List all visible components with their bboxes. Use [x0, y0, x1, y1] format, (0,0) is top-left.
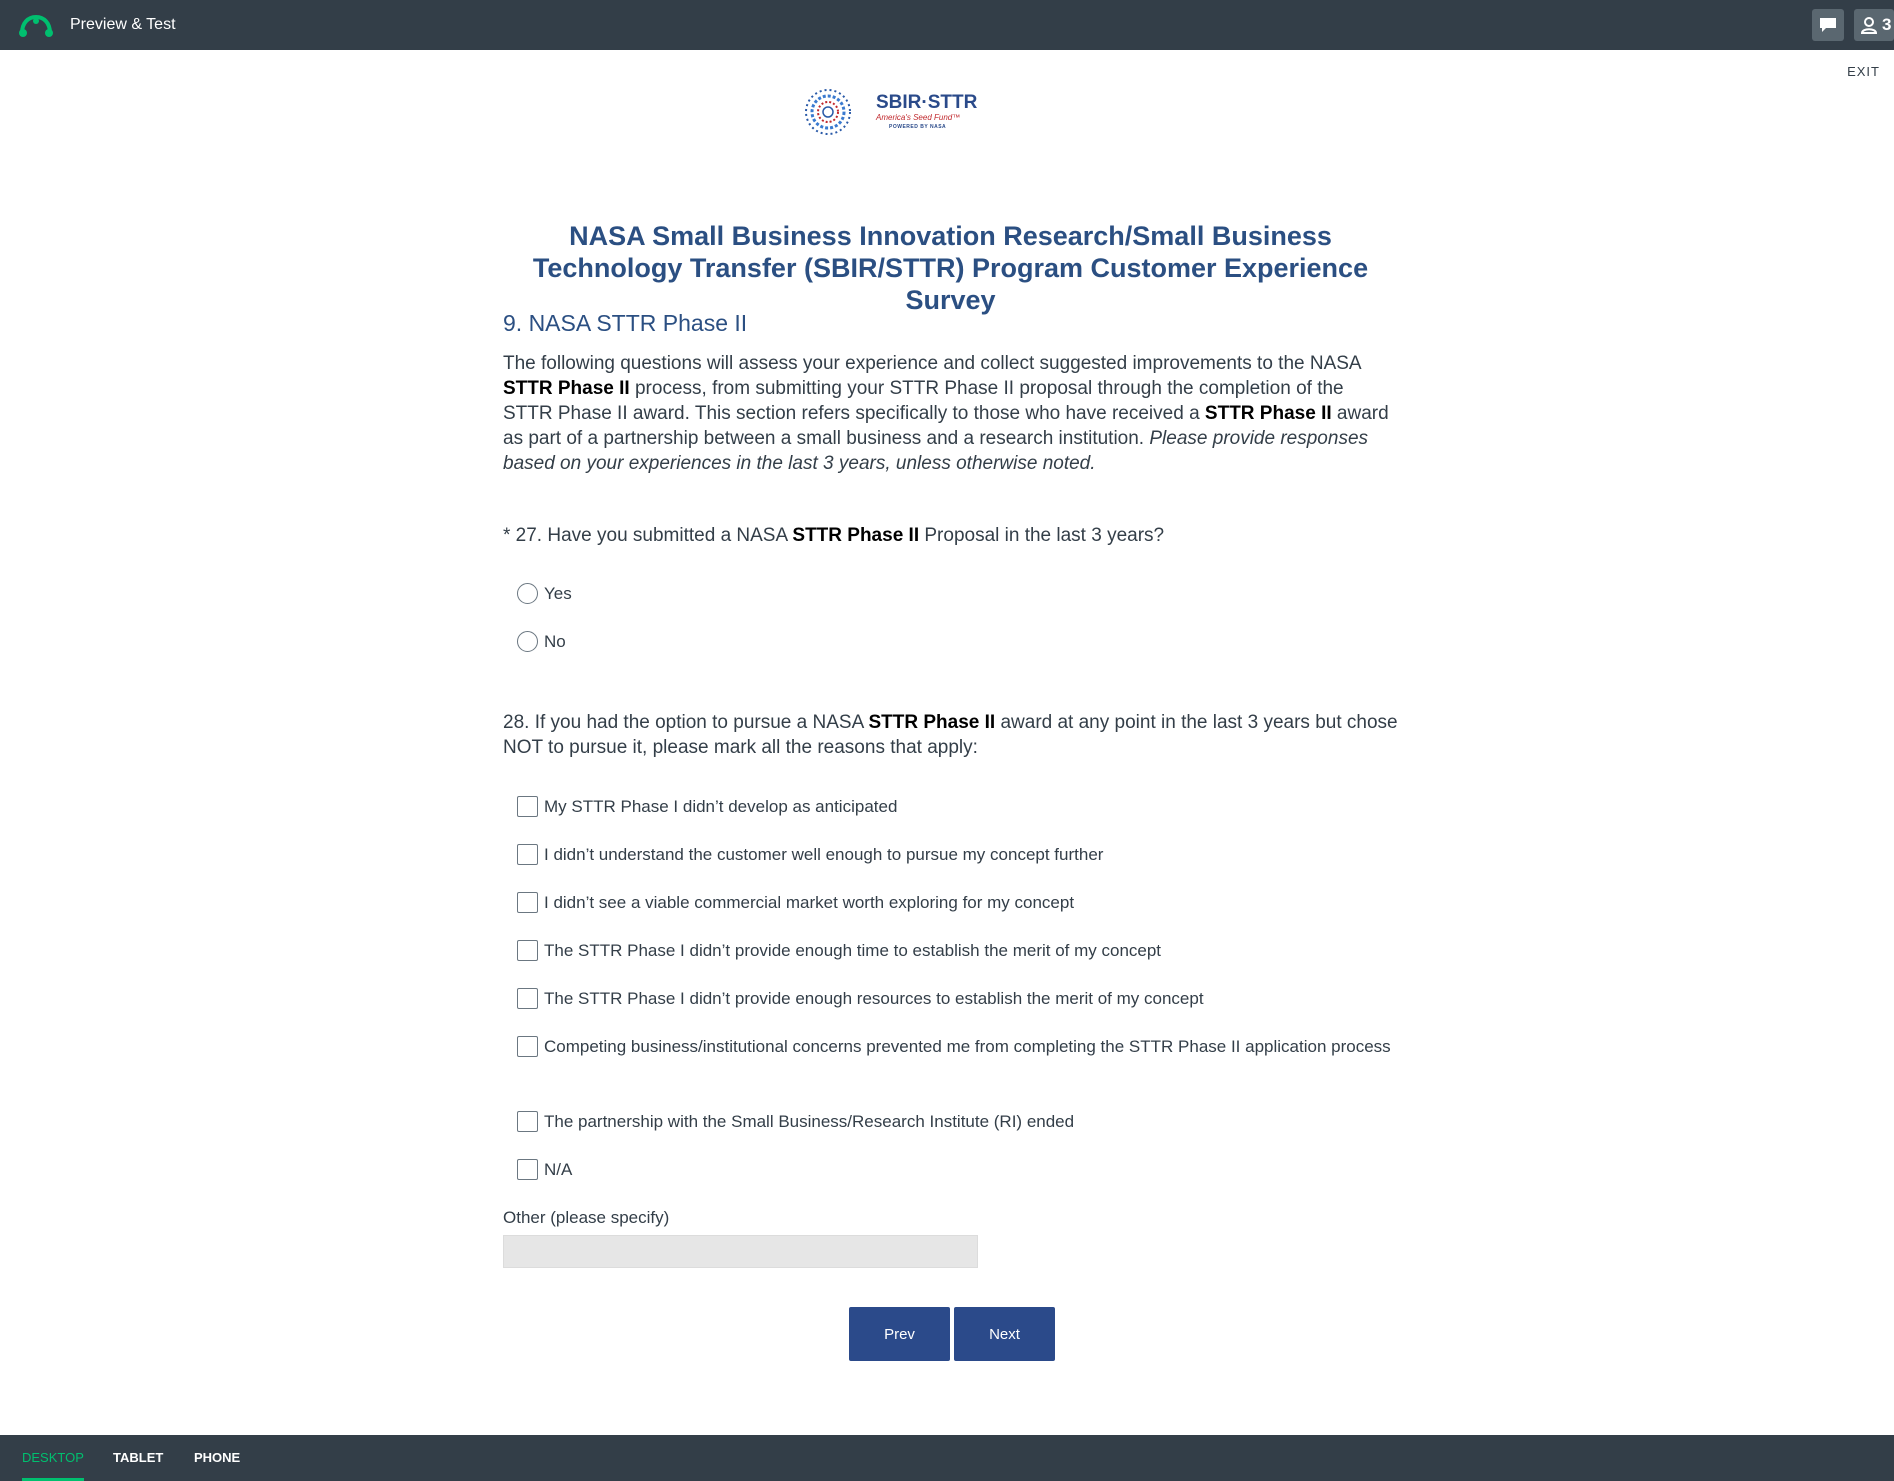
checkbox[interactable]: [517, 892, 538, 913]
q28-option-5[interactable]: [517, 988, 1397, 1012]
survey-title: NASA Small Business Innovation Research/Small Business Technology Transfer (SBIR/STTR) Program Customer Experience Survey: [532, 221, 1369, 315]
logo-title: SBIR·STTR: [876, 92, 978, 113]
page-description: [503, 351, 1398, 476]
question-27-title: [503, 523, 1398, 548]
next-button[interactable]: Next: [954, 1307, 1055, 1361]
page-desc-bold-2: STTR Phase II: [1204, 403, 1332, 424]
q28-option-7[interactable]: [517, 1111, 1397, 1135]
option-label: The partnership with the Small Business/Research Institute (RI) ended: [544, 1112, 1075, 1131]
q27-option-yes[interactable]: [517, 583, 1397, 607]
option-label: N/A: [544, 1160, 573, 1179]
tab-tablet[interactable]: TABLET: [113, 1450, 164, 1465]
prev-button[interactable]: Prev: [849, 1307, 950, 1361]
topbar-title: Preview & Test: [70, 16, 176, 33]
q28-option-1[interactable]: [517, 796, 1397, 820]
comment-icon: [1818, 16, 1838, 34]
page-desc-text-3: award as part of a partnership between a small business and a research institution.: [503, 403, 1389, 449]
tab-phone[interactable]: PHONE: [194, 1450, 241, 1465]
user-icon: [1860, 16, 1878, 34]
checkbox[interactable]: [517, 1159, 538, 1180]
checkbox[interactable]: [517, 796, 538, 817]
radio-button[interactable]: [517, 583, 538, 604]
q28-option-6[interactable]: [517, 1036, 1397, 1060]
checkbox[interactable]: [517, 1036, 538, 1057]
page-title: 9. NASA STTR Phase II: [503, 310, 748, 336]
other-specify-input[interactable]: [503, 1235, 978, 1268]
page-desc-italic: Please provide responses based on your experiences in the last 3 years, unless otherwise noted.: [503, 428, 1369, 474]
exit-link[interactable]: EXIT: [1847, 64, 1880, 79]
q27-option-no[interactable]: [517, 631, 1397, 655]
checkbox[interactable]: [517, 844, 538, 865]
checkbox[interactable]: [517, 988, 538, 1009]
page-desc-bold-1: STTR Phase II: [503, 378, 630, 399]
q28-option-3[interactable]: [517, 892, 1397, 916]
logo-powered-by: POWERED BY NASA: [889, 124, 947, 130]
q28-bold: STTR Phase II: [868, 712, 996, 733]
q27-suffix: Proposal in the last 3 years?: [919, 525, 1165, 546]
starburst-icon: [806, 90, 850, 134]
option-label: My STTR Phase I didn’t develop as anticipated: [544, 797, 898, 816]
top-bar: [0, 0, 1894, 50]
option-label: Yes: [544, 584, 572, 603]
option-label: The STTR Phase I didn’t provide enough time to establish the merit of my concept: [544, 941, 1162, 960]
tab-desktop[interactable]: DESKTOP: [22, 1435, 84, 1481]
q27-bold: STTR Phase II: [792, 525, 920, 546]
collaborators-count: 3: [1882, 15, 1892, 34]
comments-button[interactable]: [1812, 9, 1844, 41]
option-label: The STTR Phase I didn’t provide enough resources to establish the merit of my concept: [544, 989, 1204, 1008]
option-label: Competing business/institutional concerns prevented me from completing the STTR Phase II application process: [544, 1037, 1391, 1056]
collaborators-button[interactable]: [1854, 9, 1894, 41]
option-label: I didn’t see a viable commercial market worth exploring for my concept: [544, 893, 1075, 912]
q27-prefix: * 27. Have you submitted a NASA: [503, 525, 793, 546]
q28-option-4[interactable]: [517, 940, 1397, 964]
other-label: Other (please specify): [503, 1208, 670, 1227]
radio-button[interactable]: [517, 631, 538, 652]
q28-option-2[interactable]: [517, 844, 1397, 868]
checkbox[interactable]: [517, 1111, 538, 1132]
q28-option-na[interactable]: [517, 1159, 1397, 1183]
page-desc-text-2: process, from submitting your STTR Phase II proposal through the completion of the STTR Phase II award. This section refers specifically to those who have received a: [503, 378, 1344, 424]
option-label: I didn’t understand the customer well enough to pursue my concept further: [544, 845, 1104, 864]
page-desc-text-1: The following questions will assess your experience and collect suggested improvements to the NASA: [503, 353, 1361, 374]
question-28-title: [503, 710, 1398, 760]
device-preview-bar: [0, 1435, 1894, 1481]
checkbox[interactable]: [517, 940, 538, 961]
option-label: No: [544, 632, 566, 651]
logo-tagline: America's Seed Fund™: [876, 113, 961, 122]
q28-prefix: 28. If you had the option to pursue a NASA: [503, 712, 869, 733]
surveymonkey-logo-icon[interactable]: [18, 11, 54, 39]
q28-suffix: award at any point in the last 3 years but chose NOT to pursue it, please mark all the reasons that apply:: [503, 712, 1398, 758]
